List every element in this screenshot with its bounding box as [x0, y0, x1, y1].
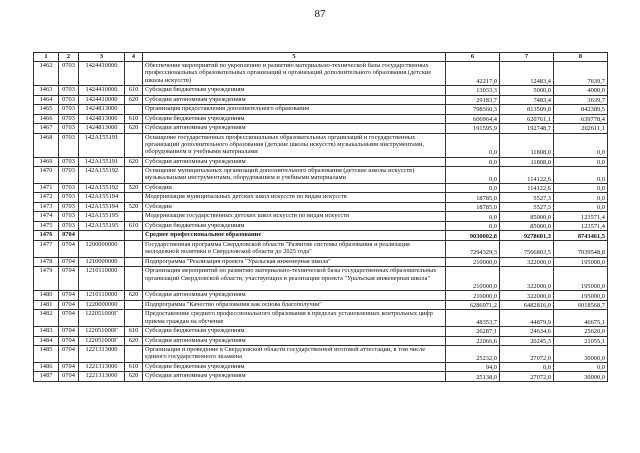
amount-year1-cell: 25138,0 [446, 372, 500, 382]
column-header: 1 [34, 53, 59, 62]
description-cell: Государственная программа Свердловской области "Развитие системы образования и реализация молодежной политики в Свердловской области до 2025 года" [143, 240, 446, 257]
description-cell: Субсидии бюджетным учреждениям [143, 221, 446, 231]
section-code-cell: 0704 [59, 327, 79, 337]
table-row [34, 291, 608, 301]
target-article-cell: 142A155195 [79, 221, 125, 231]
description-cell: Подпрограмма "Качество образования как основа благополучия" [143, 300, 446, 310]
description-cell: Субсидии бюджетным учреждениям [143, 114, 446, 124]
row-number-cell: 1473 [34, 202, 59, 212]
expense-type-cell [125, 167, 143, 184]
amount-year3-cell: 30000,0 [554, 372, 608, 382]
expense-type-cell [125, 257, 143, 267]
expense-type-cell: 610 [125, 114, 143, 124]
amount-year3-cell: 0,0 [554, 362, 608, 372]
target-article-cell: 1210000000 [79, 257, 125, 267]
amount-year2-cell: 114122,6 [500, 183, 554, 193]
description-cell: Субсидии автономным учреждениям [143, 291, 446, 301]
table-row [34, 167, 608, 184]
table-row [34, 133, 608, 157]
amount-year2-cell: 6482816,0 [500, 300, 554, 310]
section-code-cell: 0704 [59, 300, 79, 310]
row-number-cell: 1466 [34, 114, 59, 124]
amount-year2-cell: 11808,0 [500, 157, 554, 167]
row-number-cell: 1487 [34, 372, 59, 382]
target-article-cell: 1221313000 [79, 346, 125, 363]
amount-year2-cell: 7483,4 [500, 95, 554, 105]
amount-year1-cell: 606964,4 [446, 114, 500, 124]
amount-year3-cell: 8743461,5 [554, 231, 608, 241]
section-code-cell: 0704 [59, 362, 79, 372]
target-article-cell: 142A155192 [79, 183, 125, 193]
target-article-cell: 1221313000 [79, 362, 125, 372]
amount-year2-cell: 620761,1 [500, 114, 554, 124]
table-row [34, 193, 608, 203]
amount-year1-cell: 191595,9 [446, 124, 500, 134]
description-cell: Предоставление среднего профессионального образования в пределах установленных контрольных цифр приема граждан на обучение [143, 310, 446, 327]
section-code-cell: 0704 [59, 346, 79, 363]
amount-year3-cell: 7039548,8 [554, 240, 608, 257]
description-cell: Субсидии [143, 183, 446, 193]
expense-type-cell: 620 [125, 291, 143, 301]
section-code-cell: 0703 [59, 95, 79, 105]
amount-year1-cell: 0,0 [446, 212, 500, 222]
column-header: 7 [500, 53, 554, 62]
target-article-cell: 122051000Г [79, 310, 125, 327]
target-article-cell: 1220000000 [79, 300, 125, 310]
amount-year1-cell: 0,0 [446, 133, 500, 157]
expense-type-cell: 520 [125, 202, 143, 212]
row-number-cell: 1476 [34, 231, 59, 241]
expense-type-cell: 610 [125, 86, 143, 96]
row-number-cell: 1468 [34, 133, 59, 157]
section-code-cell: 0703 [59, 157, 79, 167]
amount-year2-cell: 85000,0 [500, 212, 554, 222]
amount-year2-cell: 7566803,5 [500, 240, 554, 257]
section-code-cell: 0703 [59, 212, 79, 222]
table-row [34, 86, 608, 96]
amount-year2-cell: 12483,4 [500, 62, 554, 86]
target-article-cell: 1424813000 [79, 105, 125, 115]
expense-type-cell [125, 62, 143, 86]
table-row [34, 362, 608, 372]
table-row [34, 336, 608, 346]
target-article-cell: 1210110000 [79, 267, 125, 291]
amount-year1-cell: 9030002,8 [446, 231, 500, 241]
row-number-cell: 1465 [34, 105, 59, 115]
table-row [34, 105, 608, 115]
section-code-cell: 0703 [59, 133, 79, 157]
description-cell: Оснащение муниципальных организаций дополнительного образования (детские школы искусств) музыкальными инструментами, оборудованием и учебными материалами [143, 167, 446, 184]
budget-table [33, 52, 608, 382]
target-article-cell: 1424410000 [79, 95, 125, 105]
expense-type-cell: 520 [125, 183, 143, 193]
target-article-cell: 142A155194 [79, 193, 125, 203]
amount-year1-cell: 26287,1 [446, 327, 500, 337]
expense-type-cell: 620 [125, 372, 143, 382]
row-number-cell: 1472 [34, 193, 59, 203]
column-header: 6 [446, 53, 500, 62]
description-cell: Субсидии [143, 202, 446, 212]
amount-year2-cell: 114122,6 [500, 167, 554, 184]
amount-year3-cell: 0,0 [554, 133, 608, 157]
table-row [34, 231, 608, 241]
amount-year2-cell: 322000,0 [500, 257, 554, 267]
target-article-cell: 122051000Г [79, 336, 125, 346]
description-cell: Субсидии автономным учреждениям [143, 336, 446, 346]
expense-type-cell: 620 [125, 157, 143, 167]
amount-year1-cell: 13033,3 [446, 86, 500, 96]
description-cell: Субсидии бюджетным учреждениям [143, 327, 446, 337]
amount-year3-cell: 195000,0 [554, 291, 608, 301]
expense-type-cell: 610 [125, 221, 143, 231]
section-code-cell: 0703 [59, 202, 79, 212]
target-article-cell: 122051000Г [79, 327, 125, 337]
row-number-cell: 1462 [34, 62, 59, 86]
amount-year3-cell: 639778,4 [554, 114, 608, 124]
target-article-cell: 1424813000 [79, 114, 125, 124]
table-row [34, 114, 608, 124]
target-article-cell: 1424410000 [79, 86, 125, 96]
column-header: 2 [59, 53, 79, 62]
description-cell: Субсидии автономным учреждениям [143, 124, 446, 134]
target-article-cell: 142A155195 [79, 212, 125, 222]
table-row [34, 346, 608, 363]
section-code-cell: 0703 [59, 167, 79, 184]
description-cell: Субсидии бюджетным учреждениям [143, 362, 446, 372]
amount-year2-cell: 24634,6 [500, 327, 554, 337]
row-number-cell: 1467 [34, 124, 59, 134]
section-code-cell: 0703 [59, 105, 79, 115]
target-article-cell: 142A155191 [79, 133, 125, 157]
row-number-cell: 1479 [34, 267, 59, 291]
amount-year2-cell: 85000,0 [500, 221, 554, 231]
amount-year2-cell: 27072,0 [500, 372, 554, 382]
amount-year2-cell: 20245,3 [500, 336, 554, 346]
expense-type-cell: 620 [125, 95, 143, 105]
table-row [34, 62, 608, 86]
target-article-cell: 1424410000 [79, 62, 125, 86]
row-number-cell: 1470 [34, 167, 59, 184]
table-row [34, 372, 608, 382]
row-number-cell: 1478 [34, 257, 59, 267]
amount-year1-cell: 0,0 [446, 221, 500, 231]
amount-year2-cell: 44879,9 [500, 310, 554, 327]
amount-year3-cell: 25620,0 [554, 327, 608, 337]
amount-year3-cell: 30000,0 [554, 346, 608, 363]
amount-year1-cell: 22066,6 [446, 336, 500, 346]
row-number-cell: 1482 [34, 310, 59, 327]
page-number: 87 [314, 8, 326, 20]
table-row [34, 267, 608, 291]
amount-year2-cell: 0,0 [500, 362, 554, 372]
section-code-cell: 0704 [59, 267, 79, 291]
amount-year3-cell: 21055,1 [554, 336, 608, 346]
amount-year3-cell: 6018568,7 [554, 300, 608, 310]
amount-year1-cell: 0,0 [446, 183, 500, 193]
column-header: 3 [79, 53, 125, 62]
amount-year3-cell: 4000,0 [554, 86, 608, 96]
amount-year1-cell: 0,0 [446, 157, 500, 167]
row-number-cell: 1486 [34, 362, 59, 372]
row-number-cell: 1484 [34, 336, 59, 346]
amount-year2-cell: 5527,3 [500, 202, 554, 212]
section-code-cell: 0703 [59, 193, 79, 203]
expense-type-cell [125, 193, 143, 203]
amount-year3-cell: 0,0 [554, 157, 608, 167]
amount-year2-cell: 322000,0 [500, 267, 554, 291]
target-article-cell: 1221313000 [79, 372, 125, 382]
amount-year2-cell: 813509,8 [500, 105, 554, 115]
table-row [34, 240, 608, 257]
row-number-cell: 1483 [34, 327, 59, 337]
expense-type-cell [125, 346, 143, 363]
section-code-cell: 0704 [59, 336, 79, 346]
description-cell: Модернизация государственных детских школ искусств по видам искусств [143, 212, 446, 222]
section-code-cell: 0703 [59, 124, 79, 134]
row-number-cell: 1469 [34, 157, 59, 167]
row-number-cell: 1481 [34, 300, 59, 310]
row-number-cell: 1477 [34, 240, 59, 257]
description-cell: Субсидии бюджетным учреждениям [143, 86, 446, 96]
table-header-row [34, 53, 608, 62]
target-article-cell: 142A155194 [79, 202, 125, 212]
row-number-cell: 1474 [34, 212, 59, 222]
section-code-cell: 0703 [59, 183, 79, 193]
description-cell: Субсидии автономным учреждениям [143, 372, 446, 382]
row-number-cell: 1475 [34, 221, 59, 231]
amount-year3-cell: 202611,1 [554, 124, 608, 134]
column-header: 4 [125, 53, 143, 62]
expense-type-cell [125, 133, 143, 157]
description-cell: Организация и проведение в Свердловской области государственной итоговой аттестации, в том числе единого государственного экзамена [143, 346, 446, 363]
amount-year1-cell: 6286971,2 [446, 300, 500, 310]
amount-year1-cell: 798560,3 [446, 105, 500, 115]
expense-type-cell: 620 [125, 124, 143, 134]
expense-type-cell [125, 300, 143, 310]
expense-type-cell: 620 [125, 336, 143, 346]
amount-year3-cell: 0,0 [554, 202, 608, 212]
table-row [34, 212, 608, 222]
amount-year1-cell: 210000,0 [446, 257, 500, 267]
target-article-cell: 142A155192 [79, 167, 125, 184]
section-code-cell: 0703 [59, 62, 79, 86]
section-code-cell: 0703 [59, 86, 79, 96]
section-code-cell: 0704 [59, 372, 79, 382]
amount-year2-cell: 192748,7 [500, 124, 554, 134]
table-row [34, 95, 608, 105]
section-code-cell: 0704 [59, 291, 79, 301]
amount-year3-cell: 0,0 [554, 193, 608, 203]
target-article-cell: 1200000000 [79, 240, 125, 257]
section-code-cell: 0704 [59, 310, 79, 327]
column-header: 5 [143, 53, 446, 62]
row-number-cell: 1471 [34, 183, 59, 193]
amount-year3-cell: 123571,4 [554, 221, 608, 231]
description-cell: Обеспечение мероприятий по укреплению и развитию материально-технической базы государственных профессиональных образовательных организаций и организаций дополнительного образования (детские школы искусств) [143, 62, 446, 86]
table-row [34, 257, 608, 267]
amount-year3-cell: 195000,0 [554, 257, 608, 267]
amount-year2-cell: 11808,0 [500, 133, 554, 157]
amount-year3-cell: 0,0 [554, 167, 608, 184]
amount-year2-cell: 27072,0 [500, 346, 554, 363]
table-row [34, 157, 608, 167]
description-cell: Субсидии автономным учреждениям [143, 95, 446, 105]
amount-year3-cell: 842389,5 [554, 105, 608, 115]
amount-year3-cell: 123571,4 [554, 212, 608, 222]
amount-year1-cell: 25232,0 [446, 346, 500, 363]
section-code-cell: 0704 [59, 257, 79, 267]
amount-year2-cell: 9278601,3 [500, 231, 554, 241]
amount-year1-cell: 210000,0 [446, 267, 500, 291]
amount-year3-cell: 7639,7 [554, 62, 608, 86]
expense-type-cell: 610 [125, 362, 143, 372]
row-number-cell: 1480 [34, 291, 59, 301]
column-header: 8 [554, 53, 608, 62]
target-article-cell: 142A155191 [79, 157, 125, 167]
row-number-cell: 1463 [34, 86, 59, 96]
target-article-cell: 1424813000 [79, 124, 125, 134]
expense-type-cell [125, 212, 143, 222]
target-article-cell: 1210110000 [79, 291, 125, 301]
expense-type-cell [125, 267, 143, 291]
expense-type-cell: 610 [125, 327, 143, 337]
amount-year1-cell: 0,0 [446, 167, 500, 184]
section-code-cell: 0704 [59, 231, 79, 241]
amount-year1-cell: 210000,0 [446, 291, 500, 301]
amount-year2-cell: 322000,0 [500, 291, 554, 301]
expense-type-cell [125, 310, 143, 327]
table-row [34, 221, 608, 231]
description-cell: Подпрограмма "Реализация проекта "Уральская инженерная школа" [143, 257, 446, 267]
amount-year1-cell: 18785,0 [446, 202, 500, 212]
description-cell: Организация мероприятий по развитию материально-технической базы государственных образовательных организаций Свердловской области, участвующих в реализации проекта "Уральская инженерная школа" [143, 267, 446, 291]
description-cell: Оснащение государственных профессиональных образовательных организаций и государственных организаций дополнительного образования (детские школы искусств) музыкальными инструментами, оборудованием и учебными материалами [143, 133, 446, 157]
description-cell: Среднее профессиональное образование [143, 231, 446, 241]
table-row [34, 310, 608, 327]
target-article-cell [79, 231, 125, 241]
table-row [34, 300, 608, 310]
amount-year1-cell: 42217,0 [446, 62, 500, 86]
section-code-cell: 0703 [59, 221, 79, 231]
description-cell: Субсидии автономным учреждениям [143, 157, 446, 167]
section-code-cell: 0703 [59, 114, 79, 124]
table-row [34, 183, 608, 193]
table-body [34, 62, 608, 382]
amount-year1-cell: 94,0 [446, 362, 500, 372]
amount-year3-cell: 3639,7 [554, 95, 608, 105]
amount-year3-cell: 46675,1 [554, 310, 608, 327]
amount-year1-cell: 48353,7 [446, 310, 500, 327]
table-row [34, 327, 608, 337]
amount-year2-cell: 5527,3 [500, 193, 554, 203]
expense-type-cell [125, 231, 143, 241]
amount-year1-cell: 29183,7 [446, 95, 500, 105]
row-number-cell: 1464 [34, 95, 59, 105]
table-row [34, 124, 608, 134]
amount-year3-cell: 0,0 [554, 183, 608, 193]
description-cell: Модернизация муниципальных детских школ искусств по видам искусств [143, 193, 446, 203]
amount-year3-cell: 195000,0 [554, 267, 608, 291]
table-row [34, 202, 608, 212]
expense-type-cell [125, 105, 143, 115]
section-code-cell: 0704 [59, 240, 79, 257]
amount-year1-cell: 18785,0 [446, 193, 500, 203]
amount-year2-cell: 5000,0 [500, 86, 554, 96]
amount-year1-cell: 7294329,3 [446, 240, 500, 257]
description-cell: Организация предоставления дополнительного образования [143, 105, 446, 115]
expense-type-cell [125, 240, 143, 257]
row-number-cell: 1485 [34, 346, 59, 363]
